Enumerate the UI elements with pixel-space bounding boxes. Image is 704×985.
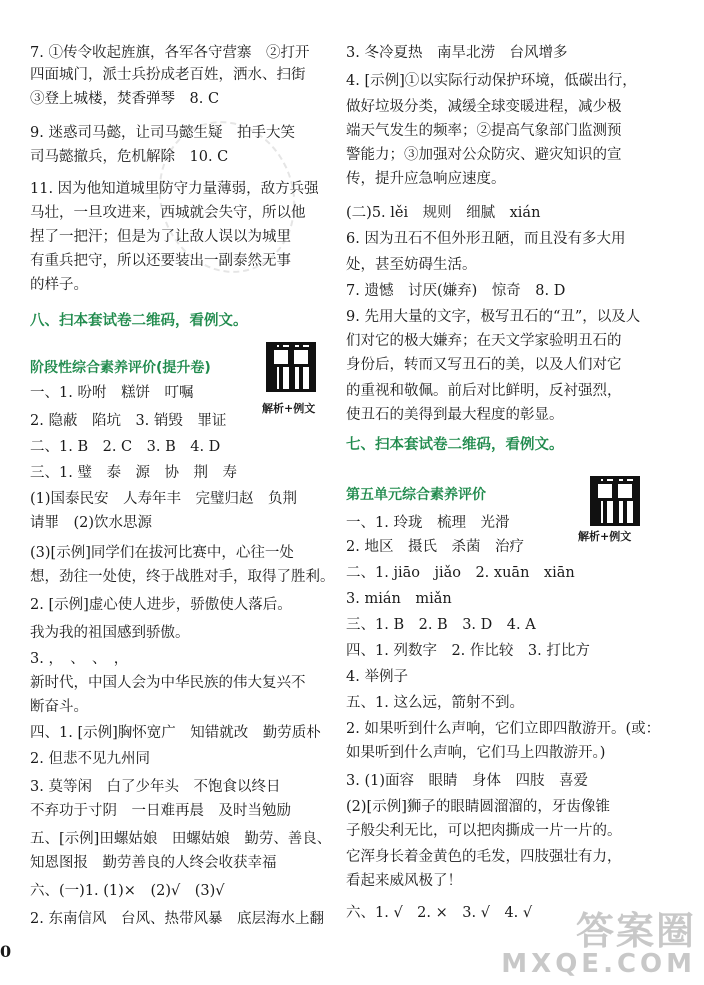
- answer-line: 的样子。: [30, 277, 88, 293]
- answer-line: 11. 因为他知道城里防守力量薄弱，敌方兵强: [30, 181, 319, 197]
- answer-line: ③登上城楼，焚香弹琴 8. C: [30, 91, 220, 107]
- answer-line: 二、1. B 2. C 3. B 4. D: [30, 439, 221, 455]
- answer-line: 四面城门，派士兵扮成老百姓，洒水、扫街: [30, 67, 306, 83]
- answer-line: 6. 因为丑石不但外形丑陋，而且没有多大用: [346, 231, 626, 247]
- answer-line: 马壮，一旦攻进来，西城就会失守，所以他: [30, 205, 306, 221]
- answer-line: 三、1. B 2. B 3. D 4. A: [346, 617, 536, 633]
- qr-code-icon[interactable]: [590, 476, 640, 526]
- answer-line: 六、1. √ 2. × 3. √ 4. √: [346, 905, 533, 921]
- answer-line: 2. [示例]虚心使人进步，骄傲使人落后。: [30, 597, 292, 613]
- answer-line: 五、[示例]田螺姑娘 田螺姑娘 勤劳、善良、: [30, 831, 332, 847]
- answer-line: 7. ①传令收起旌旗，各军各守营寨 ②打开: [30, 45, 310, 61]
- answer-line: 六、(一)1. (1)× (2)√ (3)√: [30, 883, 225, 899]
- qr-label: 解析+例文: [578, 530, 632, 543]
- answer-line: (3)[示例]同学们在拔河比赛中，心往一处: [30, 545, 294, 561]
- answer-line: 请罪 (2)饮水思源: [30, 515, 153, 531]
- answer-line: (1)国泰民安 人寿年丰 完璧归赵 负荆: [30, 491, 298, 507]
- answer-line: 9. 迷惑司马懿，让司马懿生疑 拍手大笑: [30, 125, 295, 141]
- answer-line: 2. 东南信风 台风、热带风暴 底层海水上翻: [30, 911, 324, 927]
- answer-line: 的重视和敬佩。前后对比鲜明，反衬强烈，: [346, 383, 622, 399]
- page-number: 0: [0, 942, 12, 961]
- section-title-text: 阶段性综合素养评价(提升卷): [30, 360, 211, 376]
- answer-line: 身份后，转而又写丑石的美，以及人们对它: [346, 357, 622, 373]
- answer-line: 9. 先用大量的文字，极写丑石的“丑”，以及人: [346, 309, 641, 325]
- answer-line: 3. 莫等闲 白了少年头 不饱食以终日: [30, 779, 281, 795]
- answer-line: 看起来威风极了！: [346, 873, 462, 889]
- watermark-top: 答案圈: [575, 909, 696, 953]
- answer-line: 捏了一把汗；但是为了让敌人误以为城里: [30, 229, 291, 245]
- watermark-bottom: MXQE.COM: [501, 949, 696, 979]
- site-watermark: [501, 900, 696, 979]
- answer-line: 不弃功于寸阴 一日难再晨 及时当勉励: [30, 803, 291, 819]
- answer-line: 们对它的极大嫌弃；在天文学家验明丑石的: [346, 333, 622, 349]
- answer-line: 子般尖利无比，可以把肉撕成一片一片的。: [346, 823, 622, 839]
- answer-line-section: 八、扫本套试卷二维码，看例文。: [30, 312, 248, 329]
- answer-line: 2. 隐蔽 陷坑 3. 销毁 罪证: [30, 413, 227, 429]
- answer-line: 使丑石的美得到最大程度的彰显。: [346, 407, 564, 423]
- answer-line: 它浑身长着金黄色的毛发，四肢强壮有力，: [346, 849, 622, 865]
- answer-line: 新时代，中国人会为中华民族的伟大复兴不: [30, 675, 306, 691]
- answer-line: 我为我的祖国感到骄傲。: [30, 625, 190, 641]
- answer-line: 四、1. [示例]胸怀宽广 知错就改 勤劳质朴: [30, 725, 321, 741]
- answer-line: 如果听到什么声响，它们马上四散游开。): [346, 745, 606, 761]
- answer-line: 想，劲往一处使，终于战胜对手，取得了胜利。: [30, 569, 335, 585]
- answer-line: 处，甚至妨碍生活。: [346, 257, 477, 273]
- answer-line-section: 七、扫本套试卷二维码，看例文。: [346, 436, 564, 453]
- answer-line: 做好垃圾分类，减缓全球变暖进程，减少极: [346, 99, 622, 115]
- answer-line: 2. 地区 摄氏 杀菌 治疗: [346, 539, 524, 555]
- answer-line: 四、1. 列数字 2. 作比较 3. 打比方: [346, 643, 590, 659]
- answer-line: 传，提升应急响应速度。: [346, 171, 506, 187]
- answer-line: (二)5. lěi 规则 细腻 xián: [346, 205, 541, 221]
- answer-line: 端天气发生的频率；②提高气象部门监测预: [346, 123, 622, 139]
- answer-line: 7. 遗憾 讨厌(嫌弃) 惊奇 8. D: [346, 283, 566, 299]
- answer-line: 4. [示例]①以实际行动保护环境，低碳出行，: [346, 73, 637, 89]
- answer-line: 五、1. 这么远，箭射不到。: [346, 695, 524, 711]
- section-title: [30, 357, 211, 377]
- answer-line: 3. ， 、 、 ，: [30, 651, 129, 667]
- answer-line: 断奋斗。: [30, 699, 88, 715]
- answer-line: (2)[示例]狮子的眼睛圆溜溜的，牙齿像锥: [346, 799, 610, 815]
- answer-line: 3. 冬冷夏热 南旱北涝 台风增多: [346, 45, 568, 61]
- answer-line: 司马懿撤兵，危机解除 10. C: [30, 149, 229, 165]
- answer-line: 2. 但悲不见九州同: [30, 751, 150, 767]
- answer-line: 二、1. jiāo jiǎo 2. xuān xiān: [346, 565, 575, 581]
- section-title-text: 第五单元综合素养评价: [346, 487, 486, 503]
- answer-line: 3. mián miǎn: [346, 591, 452, 607]
- answer-line: 有重兵把守，所以还要装出一副泰然无事: [30, 253, 291, 269]
- answer-line: 2. 如果听到什么声响，它们立即四散游开。(或：: [346, 721, 661, 737]
- answer-line: 3. (1)面容 眼睛 身体 四肢 喜爱: [346, 773, 588, 789]
- answer-line: 4. 举例子: [346, 669, 408, 685]
- section-title: [346, 484, 486, 504]
- answer-line: 警能力；③加强对公众防灾、避灾知识的宣: [346, 147, 622, 163]
- qr-label: 解析+例文: [262, 402, 316, 415]
- answer-line: 知恩图报 勤劳善良的人终会收获幸福: [30, 855, 277, 871]
- answer-line: 一、1. 玲珑 梳理 光滑: [346, 515, 510, 531]
- answer-line: 三、1. 璧 泰 源 协 荆 寿: [30, 465, 237, 481]
- qr-code-icon[interactable]: [266, 342, 316, 392]
- answer-line: 一、1. 吩咐 糕饼 叮嘱: [30, 385, 194, 401]
